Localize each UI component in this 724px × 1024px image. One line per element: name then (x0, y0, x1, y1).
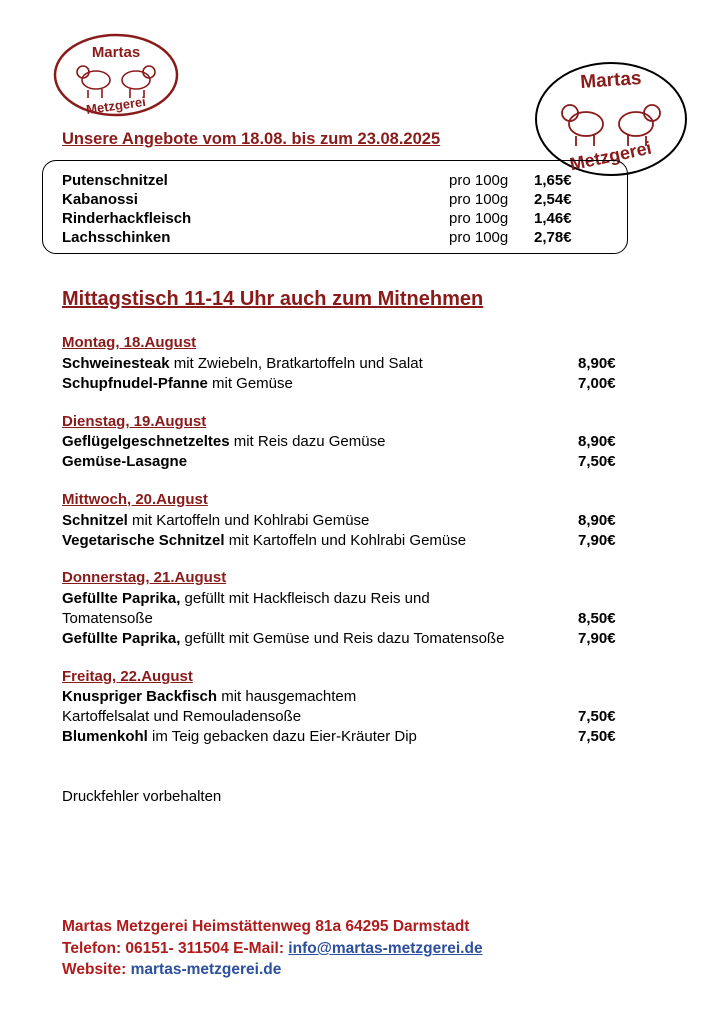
website-label: Website: (62, 961, 131, 978)
dish-line (62, 354, 423, 374)
dish-price: 8,90€ (578, 433, 616, 450)
dish-price: 7,90€ (578, 630, 616, 647)
offer-unit: pro 100g (449, 191, 509, 208)
logo-small-line2: Metzgerei (85, 93, 147, 118)
dish-description: mit Kartoffeln und Kohlrabi Gemüse (224, 532, 467, 549)
dish-description: mit hausgemachtem (217, 688, 357, 705)
dish-price: 8,90€ (578, 512, 616, 529)
dish-price: 7,50€ (578, 728, 616, 745)
offer-price: 2,54€ (534, 191, 572, 208)
dish-line (62, 374, 293, 394)
day-heading: Dienstag, 19.August (62, 413, 207, 430)
dish-price: 7,50€ (578, 708, 616, 725)
offer-price: 1,65€ (534, 172, 572, 189)
dish-description: gefüllt mit Hackfleisch dazu Reis und (180, 590, 430, 607)
dish-description: im Teig gebacken dazu Eier-Kräuter Dip (147, 728, 417, 745)
email-link[interactable]: info@martas-metzgerei.de (288, 940, 483, 957)
dish-price: 7,00€ (578, 375, 616, 392)
dish-description: mit Kartoffeln und Kohlrabi Gemüse (127, 512, 370, 529)
dish-line (62, 511, 369, 531)
day-heading: Mittwoch, 20.August (62, 491, 208, 508)
offer-name: Rinderhackfleisch (62, 210, 192, 227)
dish-description: mit Zwiebeln, Bratkartoffeln und Salat (169, 355, 423, 372)
dish-name: Gefüllte Paprika, (62, 590, 181, 607)
logo-large-line2: Metzgerei (567, 137, 654, 175)
offer-unit: pro 100g (449, 229, 509, 246)
dish-name: Blumenkohl (62, 728, 148, 745)
disclaimer-note: Druckfehler vorbehalten (62, 788, 222, 805)
dish-line (62, 432, 385, 452)
dish-price: 7,90€ (578, 532, 616, 549)
offer-name: Kabanossi (62, 191, 138, 208)
dish-name: Gemüse-Lasagne (62, 453, 188, 470)
day-heading: Freitag, 22.August (62, 668, 193, 685)
offer-price: 1,46€ (534, 210, 572, 227)
dish-line (62, 531, 466, 551)
offer-unit: pro 100g (449, 172, 509, 189)
dish-name: Knuspriger Backfisch (62, 688, 218, 705)
logo-small (52, 32, 180, 118)
offers-title: Unsere Angebote vom 18.08. bis zum 23.08.2025 (62, 130, 441, 148)
dish-line (62, 687, 356, 707)
dish-line (62, 629, 504, 649)
dish-line (62, 589, 430, 609)
dish-price: 8,50€ (578, 610, 616, 627)
dish-name: Schnitzel (62, 512, 128, 529)
dish-name: Schweinesteak (62, 355, 170, 372)
footer-contact (62, 940, 483, 958)
website-link[interactable]: martas-metzgerei.de (130, 961, 282, 978)
dish-name: Gefüllte Paprika, (62, 630, 181, 647)
dish-description: mit Gemüse (207, 375, 293, 392)
dish-line-continued: Tomatensoße (62, 610, 153, 627)
footer-phone: Telefon: 06151- 311504 E-Mail: (62, 940, 289, 957)
dish-line-continued: Kartoffelsalat und Remouladensoße (62, 708, 302, 725)
dish-price: 8,90€ (578, 355, 616, 372)
footer-address: Martas Metzgerei Heimstättenweg 81a 64295 Darmstadt (62, 918, 470, 935)
lunch-title: Mittagstisch 11-14 Uhr auch zum Mitnehmen (62, 288, 484, 310)
dish-price: 7,50€ (578, 453, 616, 470)
dish-line (62, 452, 187, 472)
day-heading: Donnerstag, 21.August (62, 569, 227, 586)
dish-name: Vegetarische Schnitzel (62, 532, 225, 549)
dish-name: Geflügelgeschnetzeltes (62, 433, 230, 450)
offer-name: Lachsschinken (62, 229, 171, 246)
offer-name: Putenschnitzel (62, 172, 168, 189)
footer-website (62, 961, 281, 979)
dish-description: gefüllt mit Gemüse und Reis dazu Tomatensoße (180, 630, 505, 647)
dish-name: Schupfnudel-Pfanne (62, 375, 208, 392)
day-heading: Montag, 18.August (62, 334, 197, 351)
logo-large-line1: Martas (579, 67, 643, 94)
offer-price: 2,78€ (534, 229, 572, 246)
logo-small-line1: Martas (91, 44, 141, 61)
dish-line (62, 727, 417, 747)
dish-description: mit Reis dazu Gemüse (229, 433, 386, 450)
offer-unit: pro 100g (449, 210, 509, 227)
